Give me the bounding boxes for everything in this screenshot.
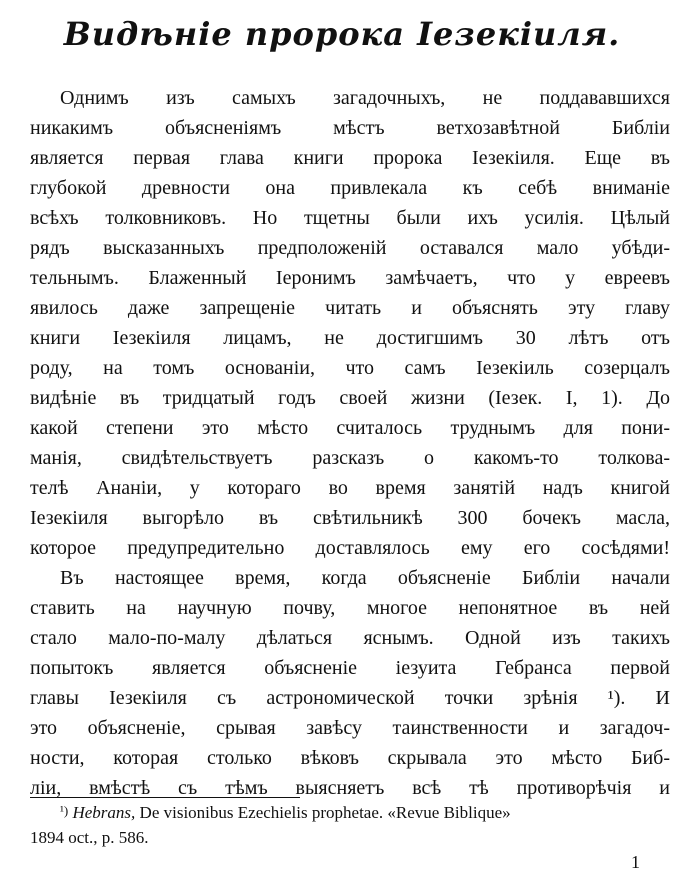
footnote — [30, 800, 670, 850]
text-line: Однимъ изъ самыхъ загадочныхъ, не поддававшихся — [60, 87, 670, 109]
text-line: глубокой древности она привлекала къ себѣ вниманіе — [30, 177, 670, 199]
text-line: никакимъ объясненіямъ мѣстъ ветхозавѣтной Библіи — [30, 117, 670, 139]
text-line: ставить на научную почву, многое непонятное въ ней — [30, 597, 670, 619]
text-line: видѣніе въ тридцатый годъ своей жизни (Іезек. I, 1). До — [30, 387, 670, 409]
paragraph-2 — [30, 563, 670, 803]
text-line: телѣ Ананіи, у котораго во время занятій надъ книгой — [30, 477, 670, 499]
text-line: явилось даже запрещеніе читать и объяснять эту главу — [30, 297, 670, 319]
text-line: роду, на томъ основаніи, что самъ Іезекіиль созерцалъ — [30, 357, 670, 379]
page-title: Видѣніе пророка Іезекіиля. — [63, 15, 621, 53]
footnote-citation: De visionibus Ezechielis prophetae. «Revue Biblique» — [139, 803, 511, 822]
text-line: которое предупредительно доставлялось ему его сосѣдями! — [30, 537, 670, 559]
text-line: тельнымъ. Блаженный Іеронимъ замѣчаетъ, что у евреевъ — [30, 267, 670, 289]
footnote-line: 1894 oct., p. 586. — [30, 828, 149, 847]
text-line: какой степени это мѣсто считалось труднымъ для пони- — [30, 417, 670, 439]
text-line: книги Іезекіиля лицамъ, не достигшимъ 30 лѣтъ отъ — [30, 327, 670, 349]
page-number: 1 — [631, 852, 640, 872]
text-line: Въ настоящее время, когда объясненіе Библіи начали — [60, 567, 670, 589]
text-line: ліи, вмѣстѣ съ тѣмъ выясняетъ всѣ тѣ противорѣчія и — [30, 777, 670, 799]
body-text — [30, 83, 670, 803]
text-line: ности, которая столько вѣковъ скрывала это мѣсто Биб- — [30, 747, 670, 769]
text-line: попытокъ является объясненіе іезуита Гебранса первой — [30, 657, 670, 679]
text-line: это объясненіе, срывая завѣсу таинственности и загадоч- — [30, 717, 670, 739]
footnote-author: Hebrans, — [72, 803, 136, 822]
text-line: главы Іезекіиля съ астрономической точки зрѣнія ¹). И — [30, 687, 670, 709]
paragraph-1 — [30, 83, 670, 563]
footnote-line — [30, 800, 670, 825]
text-line: манія, свидѣтельствуетъ разсказъ о какомъ-то толкова- — [30, 447, 670, 469]
text-line: всѣхъ толковниковъ. Но тщетны были ихъ усилія. Цѣлый — [30, 207, 670, 229]
footnote-marker: ¹) — [60, 803, 69, 818]
footnote-divider — [30, 797, 300, 798]
text-line: является первая глава книги пророка Іезекіиля. Еще въ — [30, 147, 670, 169]
text-line: Іезекіиля выгорѣло въ свѣтильникѣ 300 бочекъ масла, — [30, 507, 670, 529]
text-line: рядъ высказанныхъ предположеній оставался мало убѣди- — [30, 237, 670, 259]
text-line: стало мало-по-малу дѣлаться яснымъ. Одной изъ такихъ — [30, 627, 670, 649]
